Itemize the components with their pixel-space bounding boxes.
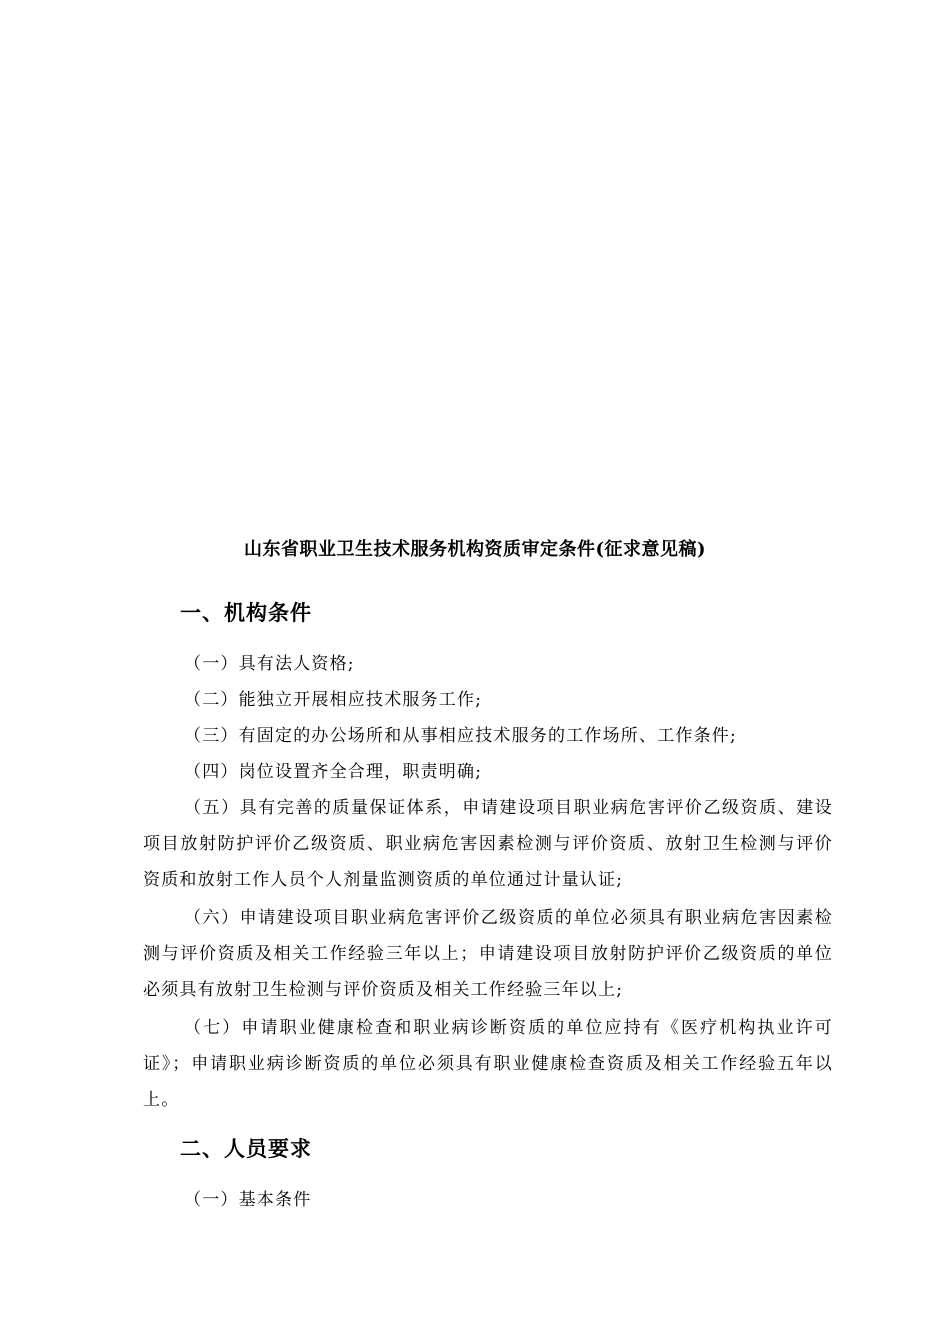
paragraph-item-6: （六）申请建设项目职业病危害评价乙级资质的单位必须具有职业病危害因素检测与评价资质及相关工作经验三年以上；申请建设项目放射防护评价乙级资质的单位必须具有放射卫生检测与评价资质及相关工作经验三年以上; — [143, 908, 833, 1000]
paragraph-item-5: （五）具有完善的质量保证体系，申请建设项目职业病危害评价乙级资质、建设项目放射防护评价乙级资质、职业病危害因素检测与评价资质、放射卫生检测与评价资质和放射工作人员个人剂量监测资质的单位通过计量认证; — [143, 798, 833, 890]
paragraph-item-1: （一）具有法人资格; — [184, 654, 355, 674]
paragraph-item-4: （四）岗位设置齐全合理，职责明确; — [184, 762, 483, 782]
section-heading-personnel: 二、人员要求 — [180, 1136, 312, 1161]
paragraph-item-7: （七）申请职业健康检查和职业病诊断资质的单位应持有《医疗机构执业许可证》；申请职业病诊断资质的单位必须具有职业健康检查资质及相关工作经验五年以上。 — [143, 1018, 833, 1110]
paragraph-basic-conditions: （一）基本条件 — [184, 1190, 312, 1210]
document-title: 山东省职业卫生技术服务机构资质审定条件(征求意见稿) — [243, 539, 707, 560]
paragraph-item-2: （二）能独立开展相应技术服务工作; — [184, 690, 483, 710]
paragraph-item-3: （三）有固定的办公场所和从事相应技术服务的工作场所、工作条件; — [184, 726, 737, 746]
section-heading-institution: 一、机构条件 — [180, 600, 312, 625]
